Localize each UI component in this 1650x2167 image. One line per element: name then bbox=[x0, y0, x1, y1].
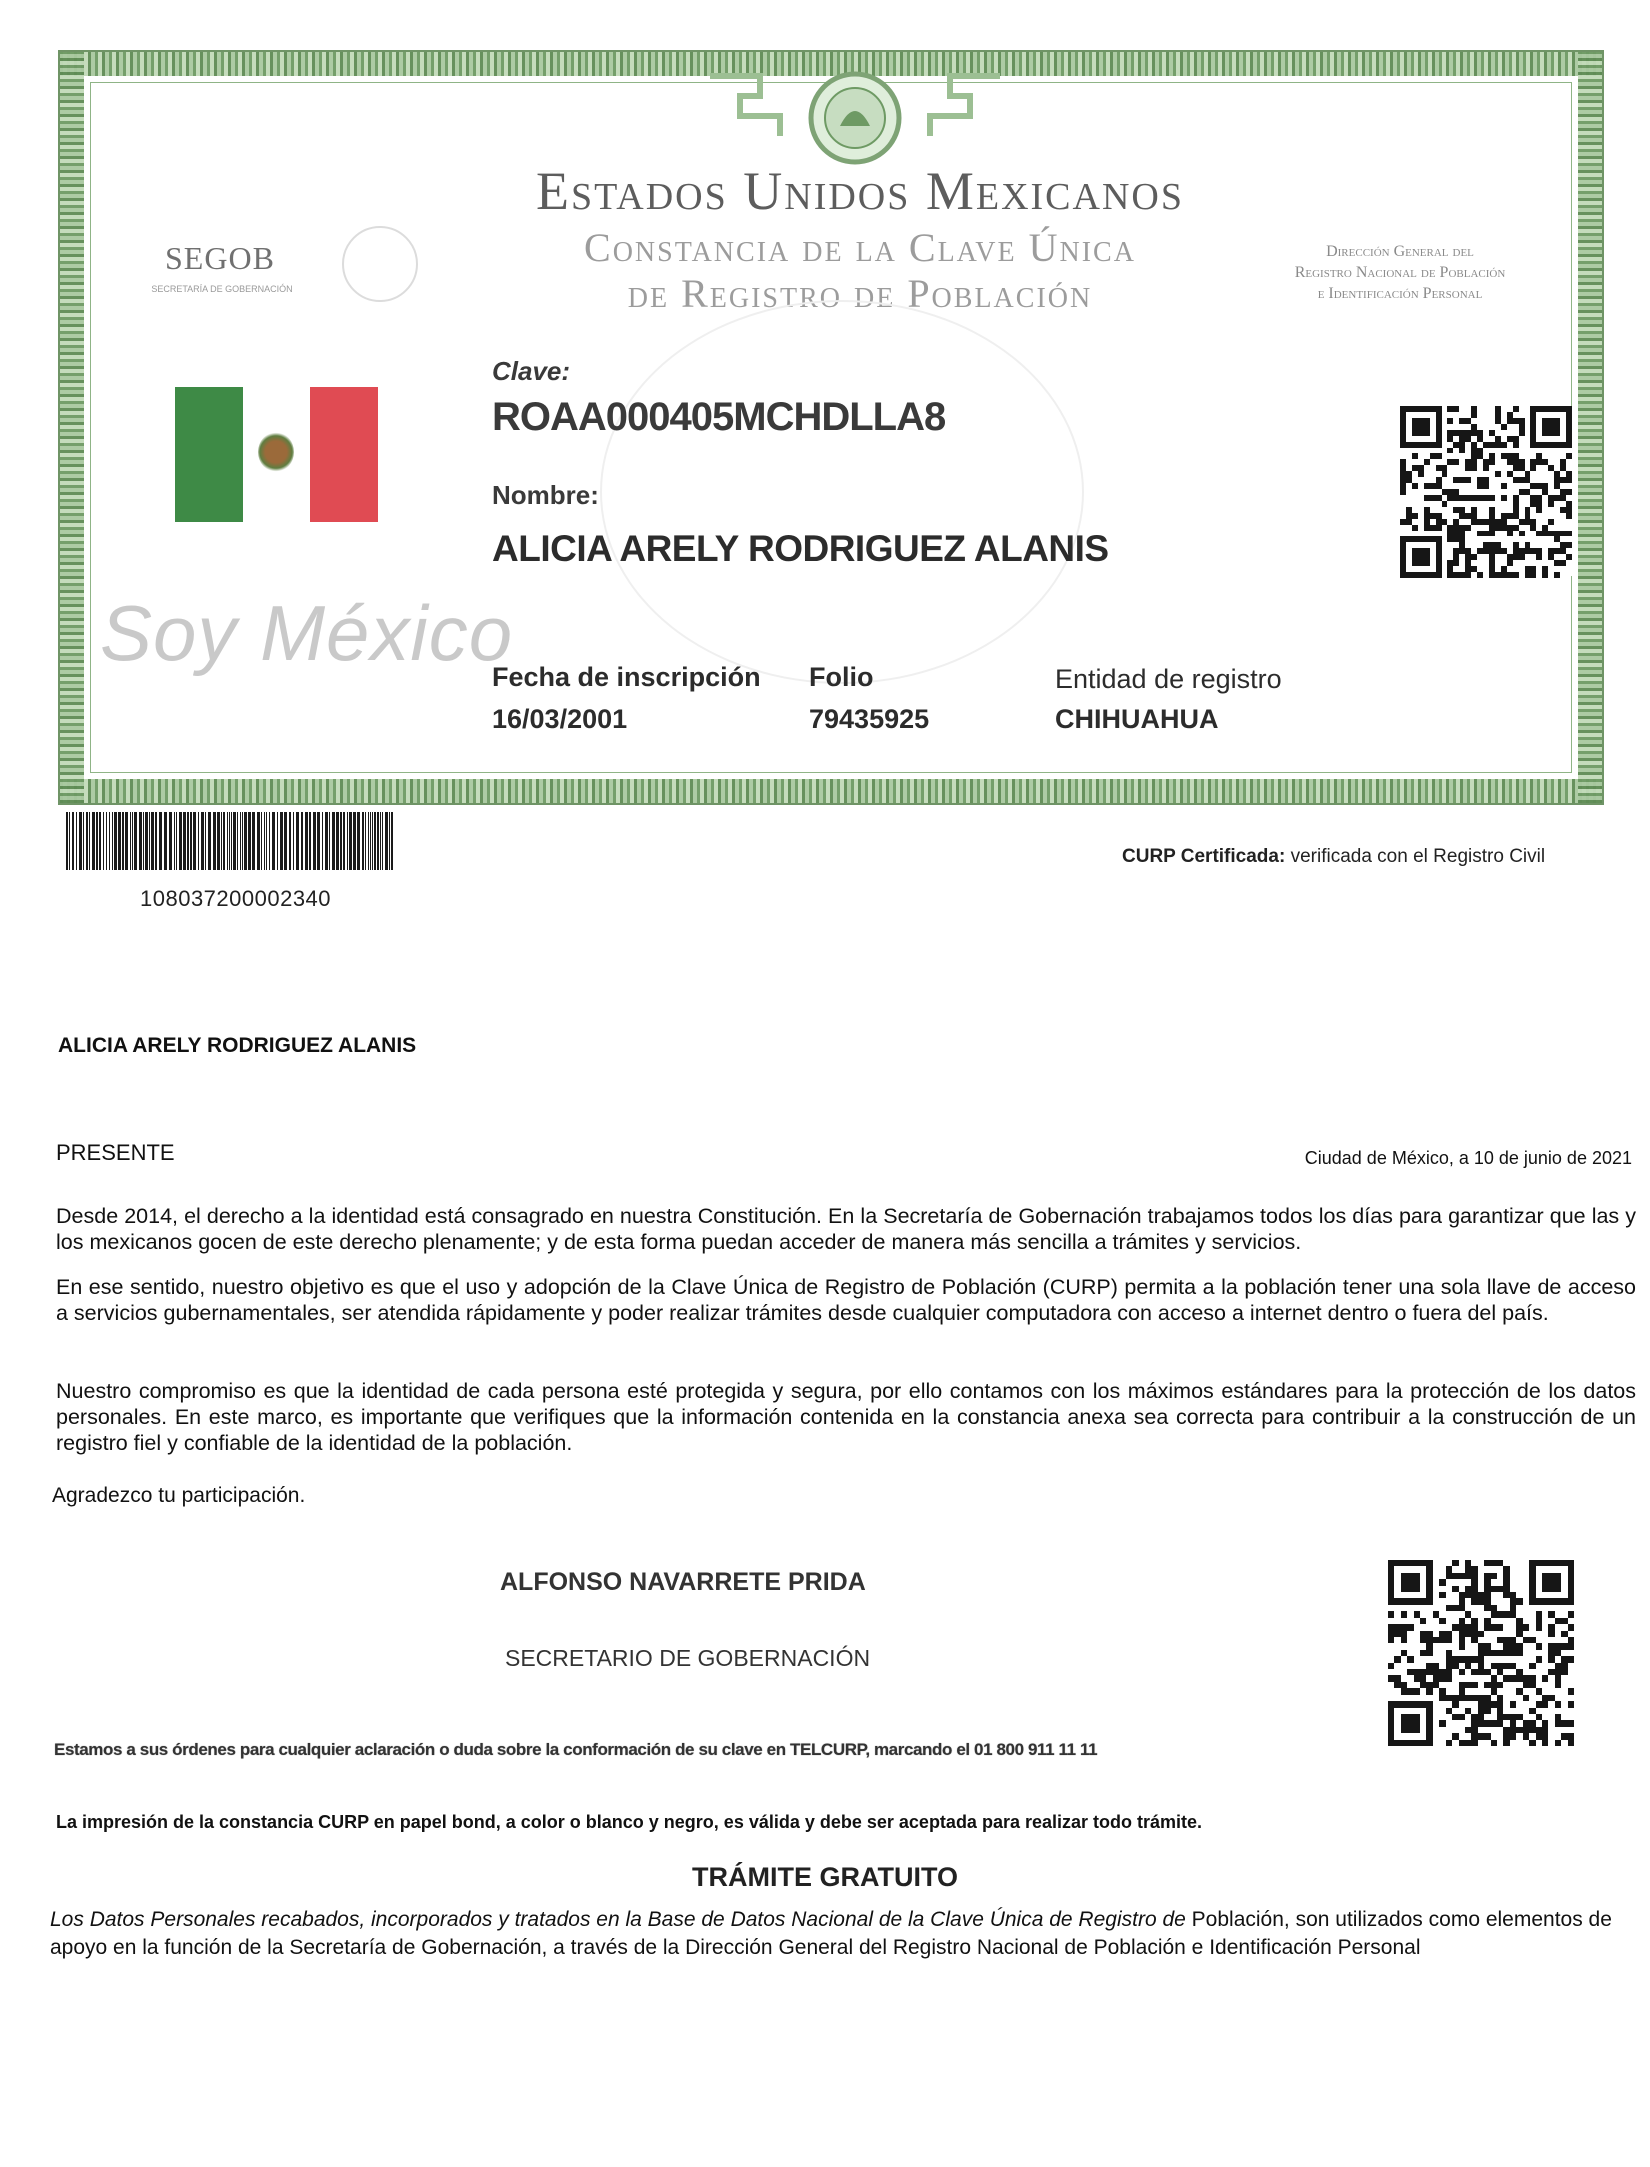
document-title-line1: Constancia de la Clave Única bbox=[584, 225, 1136, 270]
fecha-label: Fecha de inscripción bbox=[492, 662, 761, 692]
curp-certified-status: CURP Certificada: verificada con el Registro Civil bbox=[1122, 846, 1546, 867]
segob-logo: SEGOB bbox=[165, 240, 275, 276]
nombre-label: Nombre: bbox=[492, 480, 599, 510]
telcurp-notice: Estamos a sus órdenes para cualquier aclaración o duda sobre la conformación de su clave en TELCURP, marcando el 01 800 911 11 11 bbox=[54, 1740, 1098, 1759]
country-title: Estados Unidos Mexicanos bbox=[536, 161, 1184, 221]
border-band-bottom bbox=[60, 779, 1602, 803]
fecha-value: 16/03/2001 bbox=[492, 704, 628, 734]
bond-notice: La impresión de la constancia CURP en papel bond, a color o blanco y negro, es válida y debe ser aceptada para realizar todo trámite. bbox=[56, 1812, 1203, 1832]
barcode-icon bbox=[66, 812, 394, 870]
mexican-flag-icon bbox=[175, 387, 378, 522]
paragraph: En ese sentido, nuestro objetivo es que el uso y adopción de la Clave Única de Registro de Población (CURP) permita a la población tener una sola llave de acceso a servicios gubernamentales, ser atendida rápidamente y poder realizar trámites desde cualquier computadora con acceso a internet dentro o fuera del país. bbox=[56, 1275, 1636, 1325]
recipient-name: ALICIA ARELY RODRIGUEZ ALANIS bbox=[58, 1034, 417, 1057]
paragraph: Nuestro compromiso es que la identidad de cada persona esté protegida y segura, por ello contamos con los máximos estándares para la protección de los datos personales. En este marco, es importante que verifiques que la información contenida en la constancia anexa sea correcta para contribuir a la construcción de un registro fiel y confiable de la identidad de la población. bbox=[56, 1379, 1636, 1455]
segob-subtitle: SECRETARÍA DE GOBERNACIÓN bbox=[151, 284, 293, 294]
national-crest-icon bbox=[700, 56, 1010, 166]
slogan: Soy México bbox=[100, 589, 514, 677]
privacy-notice: Los Datos Personales recabados, incorporados y tratados en la Base de Datos Nacional de la Clave Única de Registro de Población, son utilizados como elementos de apoyo en la función de la Secretaría de Gobernación, a través de la Dirección General del Registro Nacional de Población e Identificación Personal bbox=[50, 1908, 1612, 1959]
directorate-line3: e Identificación Personal bbox=[1317, 285, 1483, 302]
nombre-value: ALICIA ARELY RODRIGUEZ ALANIS bbox=[492, 528, 1109, 569]
barcode-number: 108037200002340 bbox=[140, 886, 332, 911]
free-procedure-heading: TRÁMITE GRATUITO bbox=[692, 1862, 958, 1892]
document-title-line2: de Registro de Población bbox=[627, 271, 1093, 316]
qr-code-icon bbox=[1400, 406, 1572, 576]
directorate-line2: Registro Nacional de Población bbox=[1294, 264, 1506, 281]
folio-label: Folio bbox=[809, 662, 874, 692]
clave-label: Clave: bbox=[492, 356, 571, 386]
entidad-value: CHIHUAHUA bbox=[1055, 704, 1219, 734]
signatory-name: ALFONSO NAVARRETE PRIDA bbox=[500, 1568, 866, 1596]
directorate-line1: Dirección General del bbox=[1326, 243, 1474, 260]
watermark-seal bbox=[600, 300, 1084, 684]
folio-value: 79435925 bbox=[809, 704, 930, 734]
curp-value: ROAA000405MCHDLLA8 bbox=[492, 395, 946, 439]
border-band-right bbox=[1578, 52, 1602, 803]
faint-seal-icon bbox=[342, 226, 418, 302]
place-date: Ciudad de México, a 10 de junio de 2021 bbox=[1304, 1148, 1632, 1168]
signatory-position: SECRETARIO DE GOBERNACIÓN bbox=[505, 1645, 871, 1671]
thanks: Agradezco tu participación. bbox=[52, 1484, 306, 1507]
qr-code-icon bbox=[1388, 1560, 1574, 1746]
paragraph: Desde 2014, el derecho a la identidad está consagrado en nuestra Constitución. En la Secretaría de Gobernación trabajamos todos los días para garantizar que las y los mexicanos gocen de este derecho plenamente; y de esta forma puedan acceder de manera más sencilla a trámites y servicios. bbox=[56, 1204, 1636, 1254]
entidad-label: Entidad de registro bbox=[1055, 664, 1282, 694]
border-band-left bbox=[60, 52, 84, 803]
greeting: PRESENTE bbox=[56, 1140, 175, 1165]
